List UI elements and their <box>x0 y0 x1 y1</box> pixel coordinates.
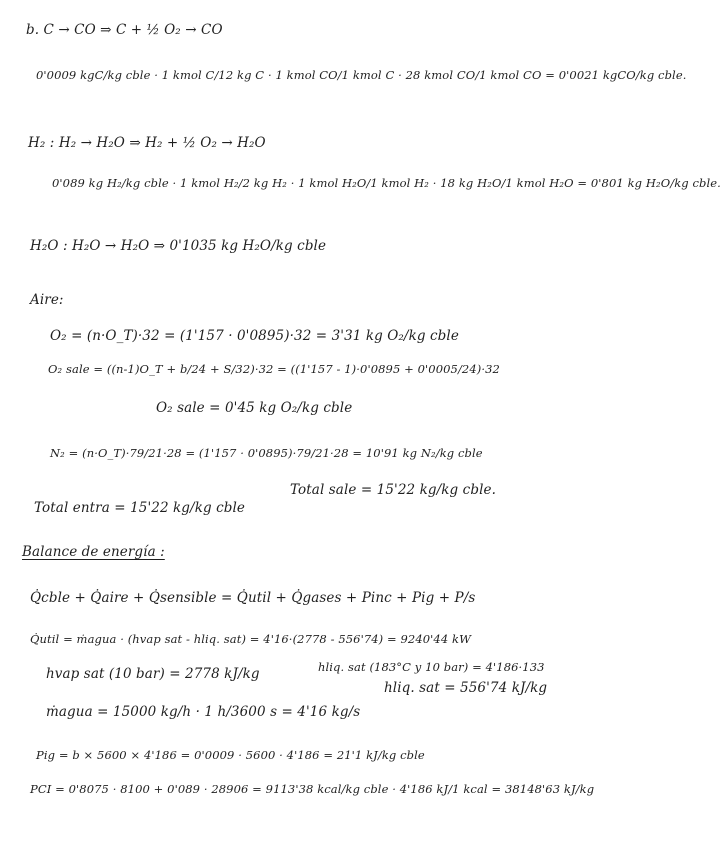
text-line-6: Aire: <box>30 292 64 308</box>
text-line-11: Total entra = 15'22 kg/kg cble <box>34 500 246 516</box>
text-line-2: 0'0009 kgC/kg cble · 1 kmol C/12 kg C · 1 kmol CO/1 kmol C · 28 kmol CO/1 kmol CO = 0'0021 kgCO/kg cble. <box>36 68 687 82</box>
text-line-17: ṁagua = 15000 kg/h · 1 h/3600 s = 4'16 kg/s <box>46 704 361 720</box>
text-line-10: N₂ = (n·O_T)·79/21·28 = (1'157 · 0'0895)·79/21·28 = 10'91 kg N₂/kg cble <box>50 446 483 460</box>
text-line-5: H₂O : H₂O → H₂O ⇒ 0'1035 kg H₂O/kg cble <box>30 238 327 254</box>
text-line-14: Q̇util = ṁagua · (hvap sat - hliq. sat) = 4'16·(2778 - 556'74) = 9240'44 kW <box>30 632 471 646</box>
text-line-9: O₂ sale = 0'45 kg O₂/kg cble <box>156 400 353 416</box>
text-line-18: Pig = b × 5600 × 4'186 = 0'0009 · 5600 · 4'186 = 21'1 kJ/kg cble <box>36 748 425 762</box>
section-heading: Balance de energía : <box>22 544 165 560</box>
text-line-11b: Total sale = 15'22 kg/kg cble. <box>290 482 496 498</box>
text-line-16: hliq. sat = 556'74 kJ/kg <box>384 680 548 696</box>
text-line-13: Q̇cble + Q̇aire + Q̇sensible = Q̇util + Q̇gases + Pinc + Pig + P/s <box>30 590 476 606</box>
text-line-7: O₂ = (n·O_T)·32 = (1'157 · 0'0895)·32 = 3'31 kg O₂/kg cble <box>50 328 459 344</box>
text-line-1: b. C → CO ⇒ C + ½ O₂ → CO <box>26 22 223 38</box>
text-line-8: O₂ sale = ((n-1)O_T + b/24 + S/32)·32 = ((1'157 - 1)·0'0895 + 0'0005/24)·32 <box>48 362 500 376</box>
text-line-15: hvap sat (10 bar) = 2778 kJ/kg <box>46 666 260 682</box>
text-line-4: 0'089 kg H₂/kg cble · 1 kmol H₂/2 kg H₂ · 1 kmol H₂O/1 kmol H₂ · 18 kg H₂O/1 kmol H₂O = 0'801 kg H₂O/kg cble. <box>52 176 721 190</box>
text-line-19: PCI = 0'8075 · 8100 + 0'089 · 28906 = 9113'38 kcal/kg cble · 4'186 kJ/1 kcal = 38148'63 kJ/kg <box>30 782 595 796</box>
text-line-3: H₂ : H₂ → H₂O ⇒ H₂ + ½ O₂ → H₂O <box>28 135 266 151</box>
text-line-15b: hliq. sat (183°C y 10 bar) = 4'186·133 <box>318 660 545 674</box>
